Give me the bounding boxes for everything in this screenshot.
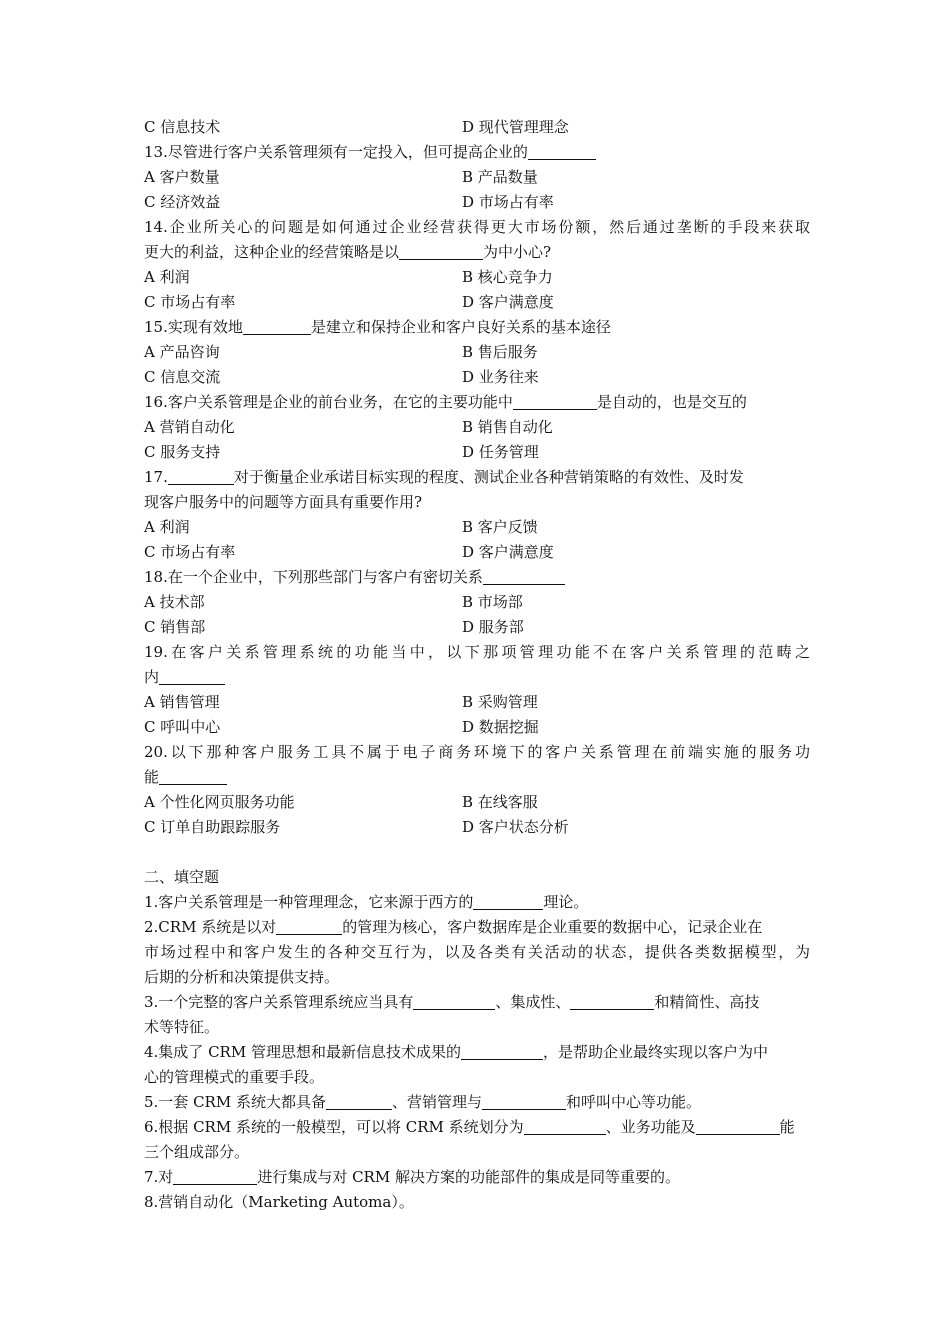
q20-option-d: D 客户状态分析: [462, 818, 569, 836]
answer-blank: [524, 1117, 606, 1135]
q17-option-b: B 客户反馈: [462, 518, 538, 536]
q13-stem: 13.尽管进行客户关系管理须有一定投入，但可提高企业的: [144, 140, 810, 165]
q20-option-c: C 订单自助跟踪服务: [144, 818, 281, 836]
answer-blank: [570, 992, 654, 1010]
q20-options-ab: [144, 790, 810, 815]
answer-blank: [528, 142, 596, 160]
q17-stem-line2: 现客户服务中的问题等方面具有重要作用?: [144, 493, 423, 511]
fill-2-line3: 后期的分析和决策提供支持。: [144, 968, 340, 986]
q17-option-d: D 客户满意度: [462, 543, 554, 561]
q20-options-cd: [144, 815, 810, 840]
q19-options-cd: [144, 715, 810, 740]
q14-option-b: B 核心竞争力: [462, 268, 553, 286]
answer-blank: [159, 767, 227, 785]
fill-2-line1: 2.CRM 系统是以对 的管理为核心，客户数据库是企业重要的数据中心，记录企业在: [144, 918, 763, 936]
answer-blank: [173, 1167, 257, 1185]
section-gap: [144, 840, 810, 865]
q17-option-a: A 利润: [144, 518, 190, 536]
document-page: [144, 115, 810, 1215]
q19-stem-line1: 19.在客户关系管理系统的功能当中，以下那项管理功能不在客户关系管理的范畴之: [144, 643, 810, 661]
q16-stem: 16.客户关系管理是企业的前台业务，在它的主要功能中 是自动的，也是交互的: [144, 393, 747, 411]
q14-options-cd: [144, 290, 810, 315]
q18-options-ab: [144, 590, 810, 615]
fill-5: 5.一套 CRM 系统大都具备 、营销管理与 和呼叫中心等功能。: [144, 1093, 702, 1111]
fill-4-line1: 4.集成了 CRM 管理思想和最新信息技术成果的 ，是帮助企业最终实现以客户为中: [144, 1043, 768, 1061]
q12-options-cd: [144, 115, 810, 140]
q19-stem-line2: 内: [144, 665, 810, 690]
q13-options-cd: [144, 190, 810, 215]
answer-blank: [276, 917, 342, 935]
q13-option-b: B 产品数量: [462, 168, 538, 186]
q13-option-c: C 经济效益: [144, 193, 221, 211]
answer-blank: [243, 317, 311, 335]
q14-option-c: C 市场占有率: [144, 293, 236, 311]
fill-4-line2: 心的管理模式的重要手段。: [144, 1068, 325, 1086]
q20-stem-line1: 20.以下那种客户服务工具不属于电子商务环境下的客户关系管理在前端实施的服务功: [144, 743, 810, 761]
q18-stem: 18.在一个企业中，下列那些部门与客户有密切关系: [144, 565, 810, 590]
answer-blank: [168, 467, 234, 485]
q15-options-cd: [144, 365, 810, 390]
q19-option-c: C 呼叫中心: [144, 718, 221, 736]
q18-option-d: D 服务部: [462, 618, 524, 636]
q17-options-cd: [144, 540, 810, 565]
q16-option-c: C 服务支持: [144, 443, 221, 461]
fill-6-line1: 6.根据 CRM 系统的一般模型，可以将 CRM 系统划分为 、业务功能及 能: [144, 1118, 795, 1136]
q15-option-d: D 业务往来: [462, 368, 539, 386]
q20-stem-line2: 能: [144, 765, 810, 790]
answer-blank: [159, 667, 225, 685]
q15-option-a: A 产品咨询: [144, 343, 220, 361]
fill-6-line2: 三个组成部分。: [144, 1143, 250, 1161]
section2-title: 二、填空题: [144, 868, 220, 886]
q18-options-cd: [144, 615, 810, 640]
q14-options-ab: [144, 265, 810, 290]
q19-option-d: D 数据挖掘: [462, 718, 539, 736]
q15-option-b: B 售后服务: [462, 343, 538, 361]
q15-stem: 15.实现有效地 是建立和保持企业和客户良好关系的基本途径: [144, 318, 611, 336]
q15-options-ab: [144, 340, 810, 365]
q17-options-ab: [144, 515, 810, 540]
answer-blank: [413, 992, 495, 1010]
answer-blank: [483, 567, 565, 585]
fill-8: 8.营销自动化（Marketing Automa）。: [144, 1193, 414, 1211]
answer-blank: [473, 892, 543, 910]
q16-option-d: D 任务管理: [462, 443, 539, 461]
q16-options-cd: [144, 440, 810, 465]
answer-blank: [696, 1117, 780, 1135]
q18-option-a: A 技术部: [144, 593, 205, 611]
q14-stem-line2: 更大的利益，这种企业的经营策略是以 为中小心?: [144, 243, 552, 261]
q14-option-d: D 客户满意度: [462, 293, 554, 311]
answer-blank: [461, 1042, 543, 1060]
q12-option-c: C 信息技术: [144, 118, 221, 136]
fill-2-line2: 市场过程中和客户发生的各种交互行为，以及各类有关活动的状态，提供各类数据模型，为: [144, 943, 810, 961]
q17-stem-line1: 17. 对于衡量企业承诺目标实现的程度、测试企业各种营销策略的有效性、及时发: [144, 468, 744, 486]
q13-option-d: D 市场占有率: [462, 193, 554, 211]
q20-option-b: B 在线客服: [462, 793, 538, 811]
q16-option-a: A 营销自动化: [144, 418, 235, 436]
answer-blank: [513, 392, 597, 410]
q20-option-a: A 个性化网页服务功能: [144, 793, 295, 811]
q17-option-c: C 市场占有率: [144, 543, 236, 561]
q14-option-a: A 利润: [144, 268, 190, 286]
q12-option-d: D 现代管理理念: [462, 118, 569, 136]
answer-blank: [482, 1092, 566, 1110]
q13-options-ab: [144, 165, 810, 190]
q19-option-b: B 采购管理: [462, 693, 538, 711]
q14-stem-line1: 14.企业所关心的问题是如何通过企业经营获得更大市场份额，然后通过垄断的手段来获取: [144, 218, 810, 236]
q15-option-c: C 信息交流: [144, 368, 221, 386]
q19-option-a: A 销售管理: [144, 693, 220, 711]
fill-3-line2: 术等特征。: [144, 1018, 220, 1036]
q19-options-ab: [144, 690, 810, 715]
fill-7: 7.对 进行集成与对 CRM 解决方案的功能部件的集成是同等重要的。: [144, 1168, 680, 1186]
answer-blank: [399, 242, 483, 260]
q16-options-ab: [144, 415, 810, 440]
answer-blank: [326, 1092, 392, 1110]
fill-1: 1.客户关系管理是一种管理理念，它来源于西方的 理论。: [144, 893, 589, 911]
q18-option-c: C 销售部: [144, 618, 206, 636]
q16-option-b: B 销售自动化: [462, 418, 553, 436]
q13-option-a: A 客户数量: [144, 168, 220, 186]
q18-option-b: B 市场部: [462, 593, 523, 611]
fill-3-line1: 3.一个完整的客户关系管理系统应当具有 、集成性、 和精简性、高技: [144, 993, 760, 1011]
